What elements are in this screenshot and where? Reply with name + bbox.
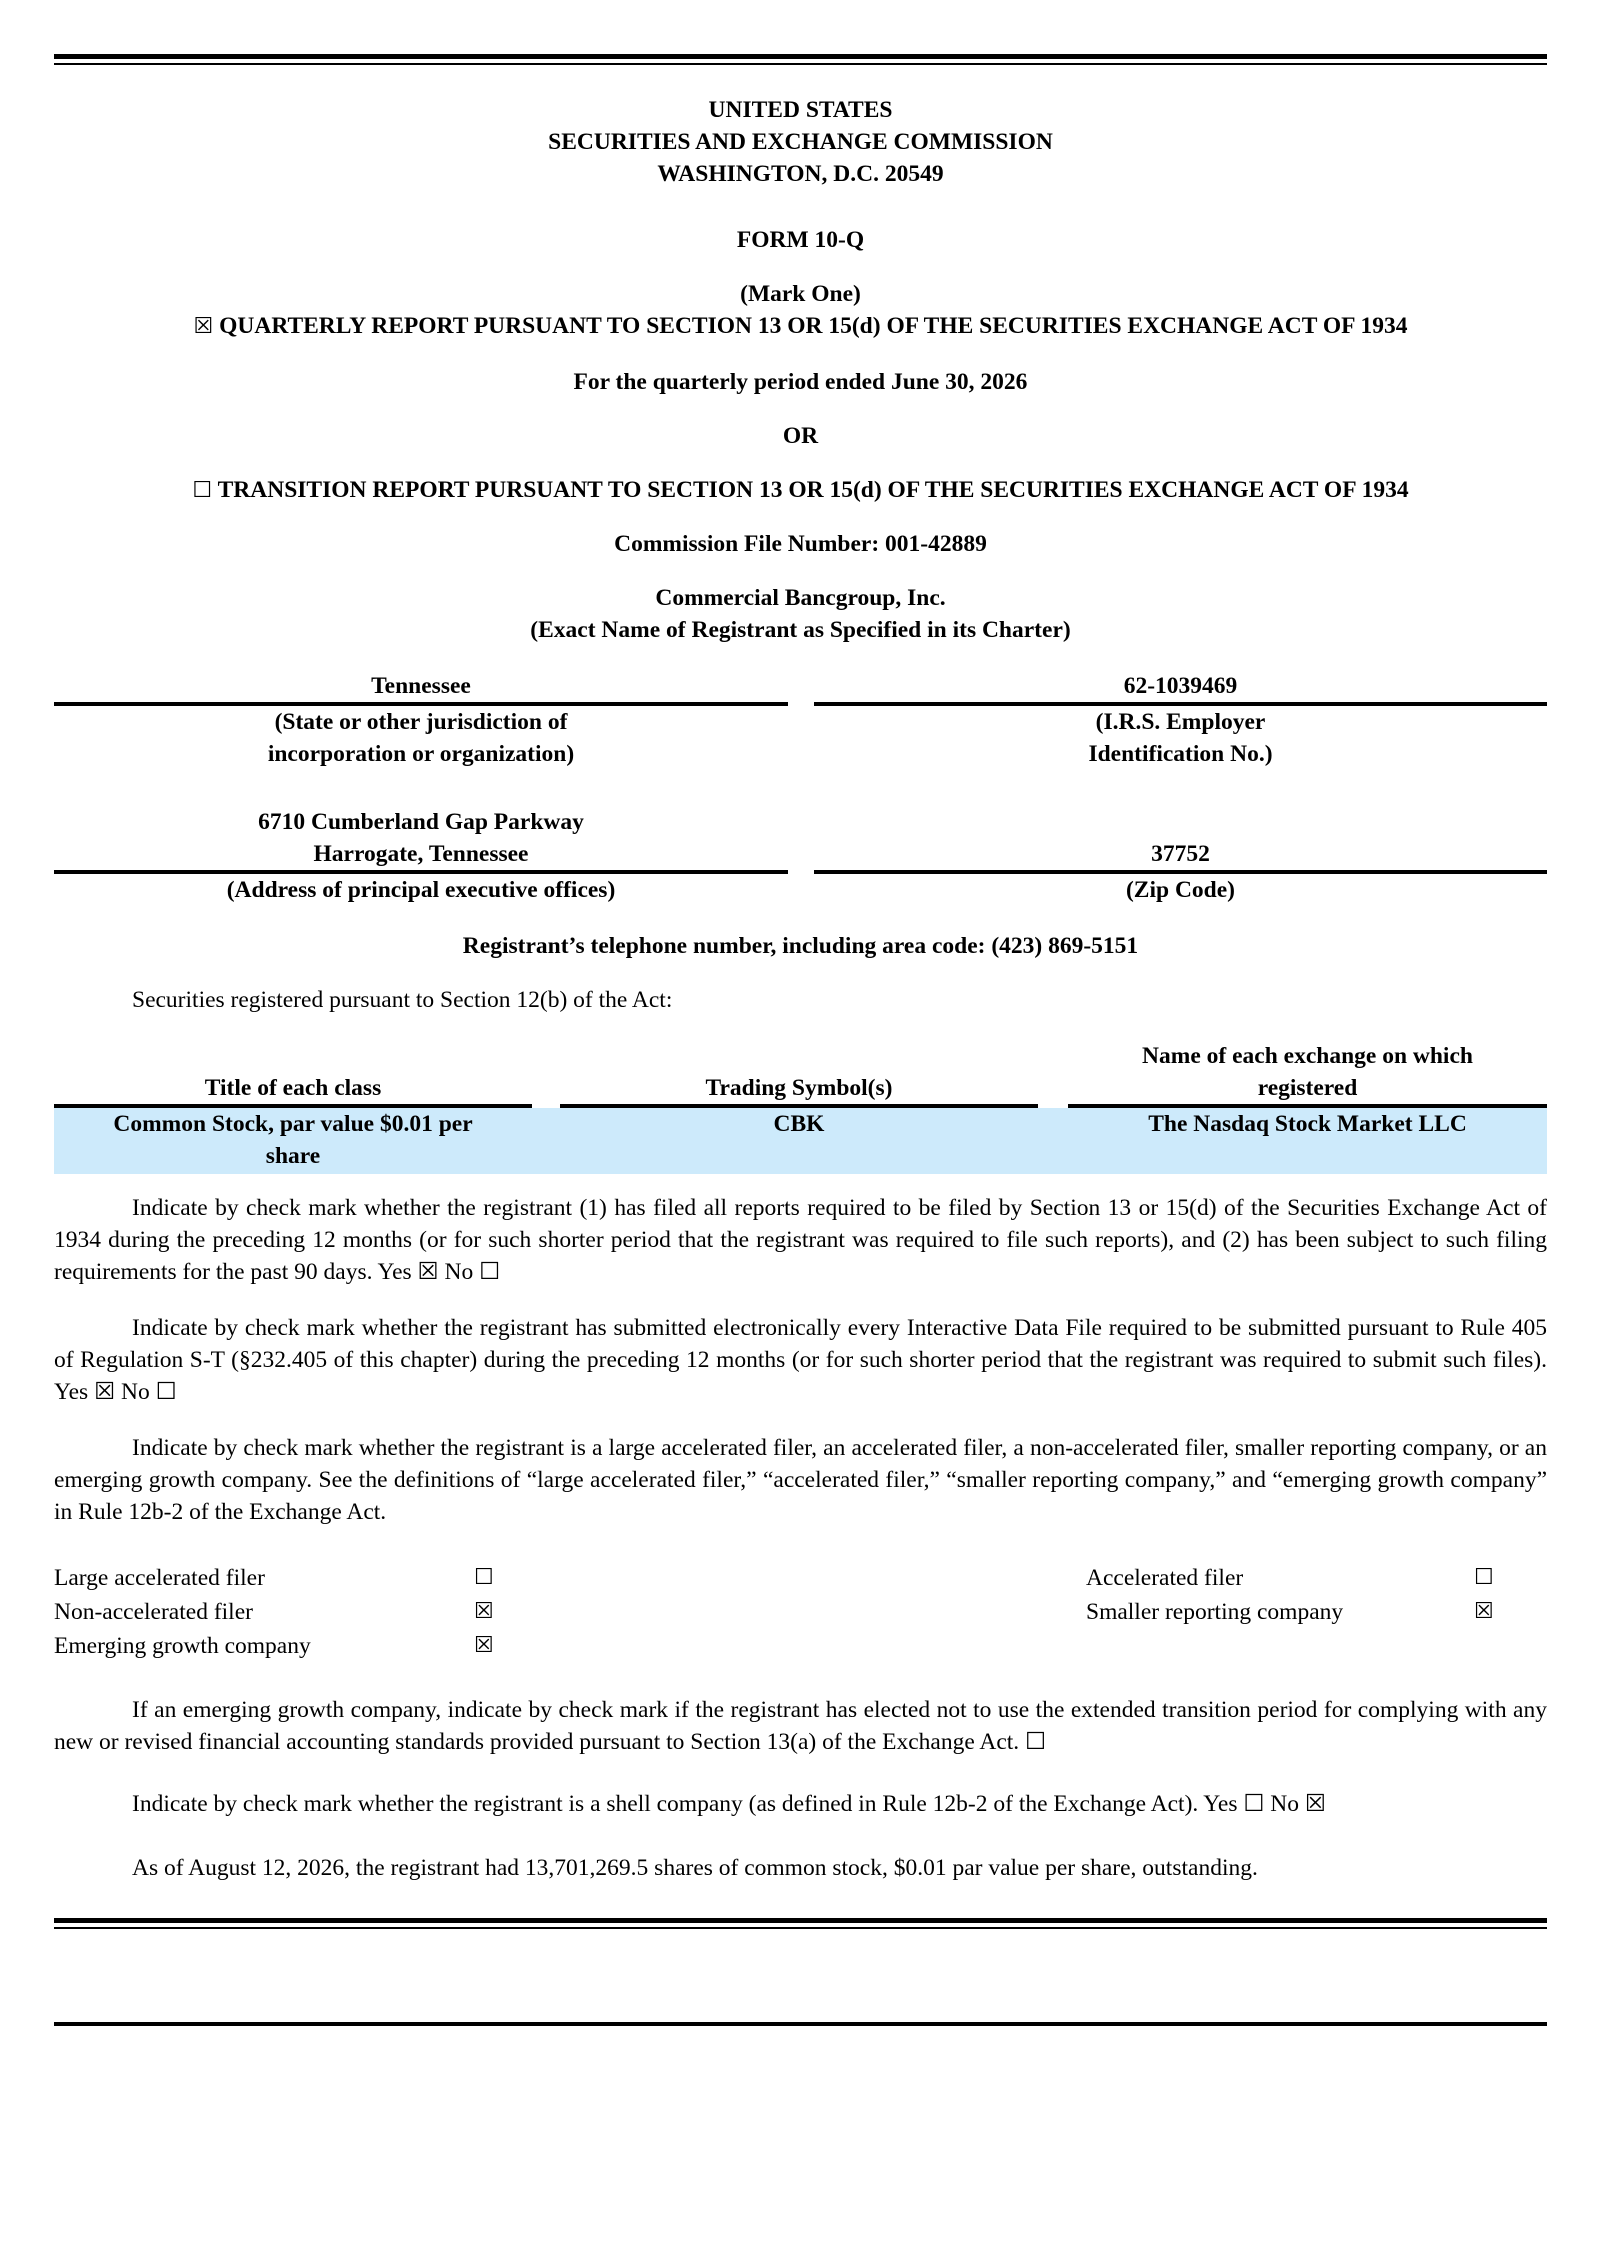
large-accelerated-filer-label: Large accelerated filer	[54, 1565, 265, 1591]
non-accelerated-filer-checkbox[interactable]: ☒	[474, 1599, 494, 1624]
col-header-exchange-2: registered	[1257, 1075, 1358, 1101]
zip-caption: (Zip Code)	[1125, 877, 1236, 903]
col-header-symbol: Trading Symbol(s)	[705, 1075, 893, 1101]
bottom-double-rule	[54, 1918, 1547, 1929]
paragraph-filing-requirements: Indicate by check mark whether the registrant (1) has filed all reports required to be filed by Section 13 or 15(d) of the Securities Exchange Act of 1934 during the preceding 12 months (or for such shorter period that the registrant was required to file such reports), and (2) has been subject to such filing requirements for the past 90 days. Yes ☒ No ☐	[54, 1195, 1547, 1285]
header-united-states: UNITED STATES	[708, 97, 893, 123]
footer-rule	[54, 2022, 1547, 2026]
emerging-growth-company-checkbox[interactable]: ☒	[474, 1633, 494, 1658]
row-trading-symbol: CBK	[773, 1111, 825, 1137]
transition-report-line	[54, 474, 1547, 507]
col-header-title: Title of each class	[204, 1075, 382, 1101]
top-double-rule	[54, 54, 1547, 65]
irs-caption-1: (I.R.S. Employer	[1095, 709, 1266, 735]
header-sec: SECURITIES AND EXCHANGE COMMISSION	[548, 129, 1053, 155]
state-caption-1: (State or other jurisdiction of	[274, 709, 568, 735]
quarterly-report-text: QUARTERLY REPORT PURSUANT TO SECTION 13 OR 15(d) OF THE SECURITIES EXCHANGE ACT OF 1934	[219, 313, 1408, 339]
smaller-reporting-company-label: Smaller reporting company	[1086, 1599, 1344, 1625]
paragraph-interactive-data: Indicate by check mark whether the registrant has submitted electronically every Interactive Data File required to be submitted pursuant to Rule 405 of Regulation S-T (§232.405 of this chapter) during the preceding 12 months (or for such shorter period that the registrant was required to submit such files). Yes ☒ No ☐	[54, 1315, 1547, 1405]
smaller-reporting-company-checkbox[interactable]: ☒	[1474, 1599, 1494, 1624]
accelerated-filer-label: Accelerated filer	[1086, 1565, 1244, 1591]
or-separator: OR	[782, 423, 819, 449]
registrant-name: Commercial Bancgroup, Inc.	[655, 585, 946, 611]
emerging-growth-company-label: Emerging growth company	[54, 1633, 311, 1659]
transition-checkbox[interactable]: ☐	[192, 478, 213, 503]
state-value: Tennessee	[371, 673, 471, 699]
row-title-2: share	[265, 1143, 321, 1169]
quarterly-report-line	[54, 310, 1547, 343]
paragraph-shell-company: Indicate by check mark whether the registrant is a shell company (as defined in Rule 12b-2 of the Exchange Act). Yes ☐ No ☒	[132, 1791, 1326, 1817]
irs-caption-2: Identification No.)	[1088, 741, 1273, 767]
row-exchange-name: The Nasdaq Stock Market LLC	[1148, 1111, 1467, 1137]
paragraph-shares-outstanding: As of August 12, 2026, the registrant had 13,701,269.5 shares of common stock, $0.01 par value per share, outstanding.	[132, 1855, 1258, 1881]
paragraph-filer-status: Indicate by check mark whether the registrant is a large accelerated filer, an accelerated filer, a non-accelerated filer, smaller reporting company, or an emerging growth company. See the definitions of “large accelerated filer,” “accelerated filer,” “smaller reporting company,” and “emerging growth company” in Rule 12b-2 of the Exchange Act.	[54, 1435, 1547, 1525]
address-caption: (Address of principal executive offices)	[226, 877, 616, 903]
address-line-1: 6710 Cumberland Gap Parkway	[258, 809, 584, 835]
mark-one-label: (Mark One)	[740, 281, 861, 307]
accelerated-filer-checkbox[interactable]: ☐	[1474, 1565, 1494, 1590]
zip-value: 37752	[1151, 841, 1210, 867]
state-caption-2: incorporation or organization)	[267, 741, 575, 767]
non-accelerated-filer-label: Non-accelerated filer	[54, 1599, 253, 1625]
securities-intro: Securities registered pursuant to Section 12(b) of the Act:	[132, 987, 673, 1013]
paragraph-transition-period: If an emerging growth company, indicate by check mark if the registrant has elected not to use the extended transition period for complying with any new or revised financial accounting standards provided pursuant to Section 13(a) of the Exchange Act. ☐	[54, 1697, 1547, 1755]
header-washington: WASHINGTON, D.C. 20549	[657, 161, 944, 187]
securities-table	[54, 1040, 1547, 1176]
col-header-exchange-1: Name of each exchange on which	[1142, 1043, 1473, 1069]
registrant-name-caption: (Exact Name of Registrant as Specified in its Charter)	[530, 617, 1071, 643]
irs-value: 62-1039469	[1123, 673, 1238, 699]
form-type-title: FORM 10-Q	[736, 227, 865, 253]
large-accelerated-filer-checkbox[interactable]: ☐	[474, 1565, 494, 1590]
quarterly-checkbox[interactable]: ☒	[193, 314, 214, 339]
commission-file-number: Commission File Number: 001-42889	[614, 531, 987, 557]
row-title-1: Common Stock, par value $0.01 per	[113, 1111, 473, 1137]
transition-report-text: TRANSITION REPORT PURSUANT TO SECTION 13 OR 15(d) OF THE SECURITIES EXCHANGE ACT OF 1934	[217, 477, 1409, 503]
quarterly-period: For the quarterly period ended June 30, 2026	[573, 369, 1028, 395]
registrant-phone: Registrant’s telephone number, including area code: (423) 869-5151	[462, 933, 1139, 959]
address-line-2: Harrogate, Tennessee	[313, 841, 529, 867]
